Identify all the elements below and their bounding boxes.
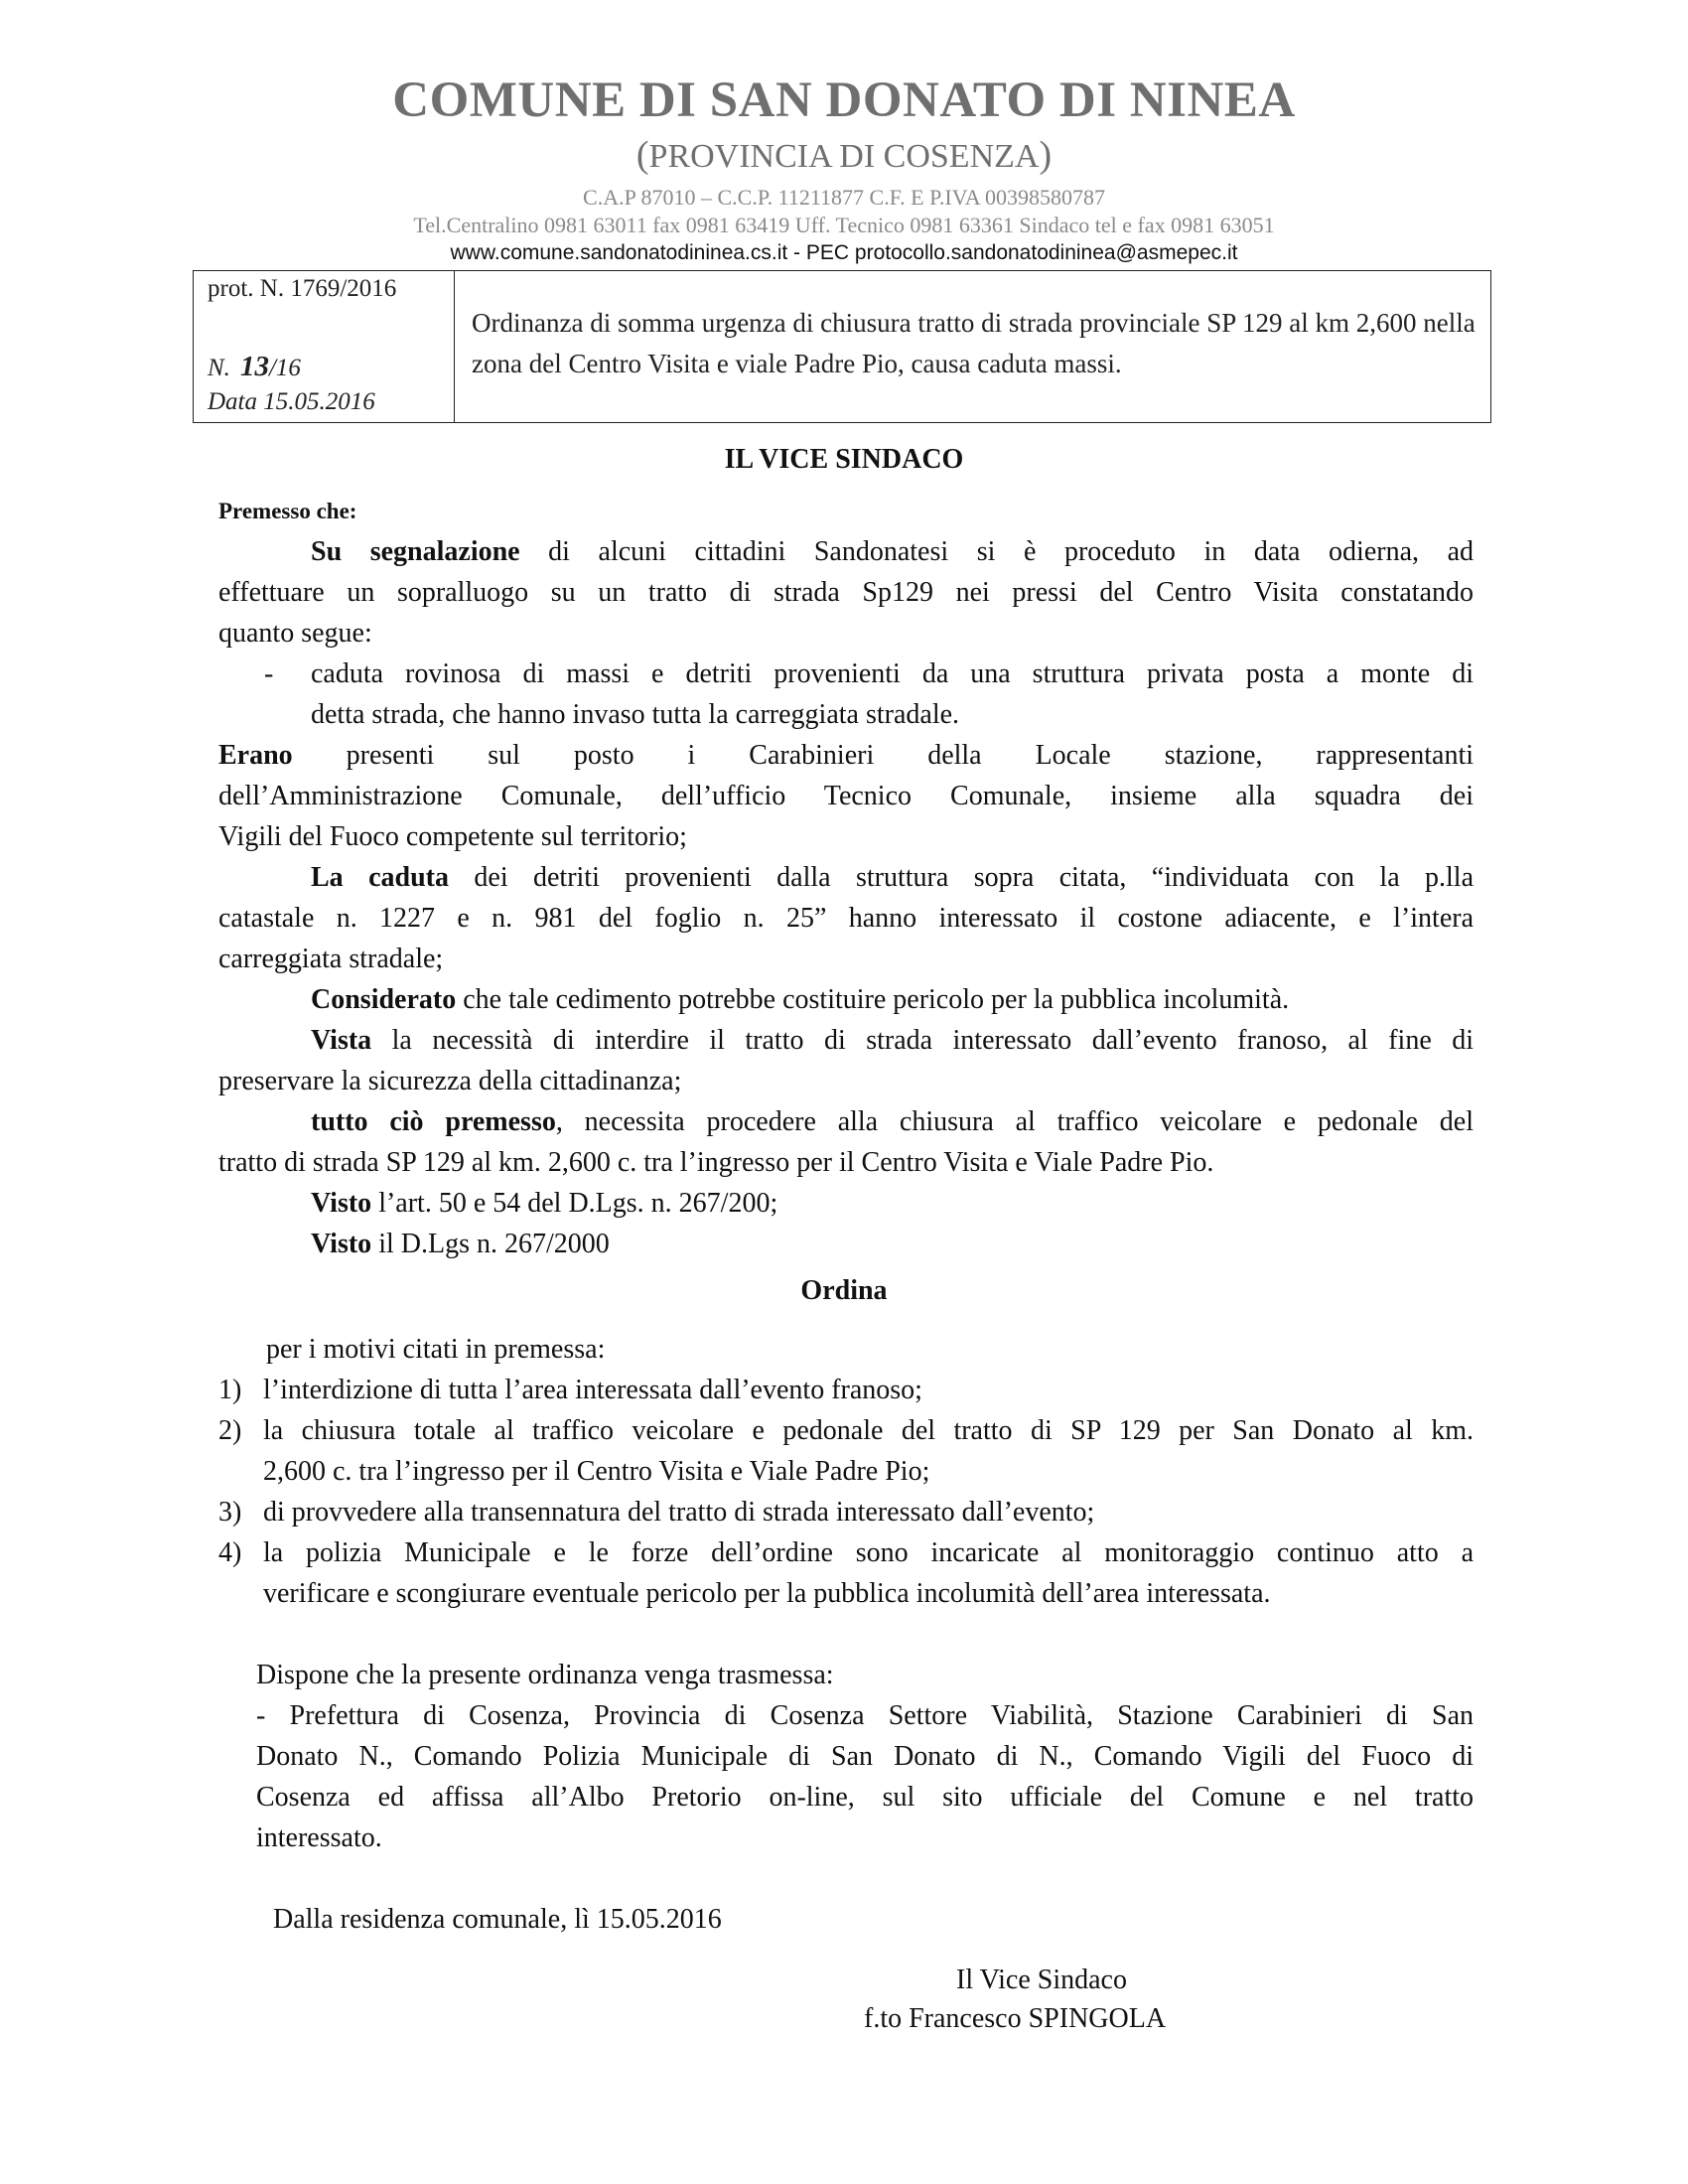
- order-1-num: 1): [218, 1375, 242, 1405]
- fiscal-info: C.A.P 87010 – C.C.P. 11211877 C.F. E P.IVA 00398580787: [583, 185, 1105, 210]
- dispone-line: Dispone che la presente ordinanza venga trasmessa:: [256, 1660, 834, 1690]
- bullet-line2: detta strada, che hanno invaso tutta la carreggiata stradale.: [311, 699, 960, 730]
- tutto-bold: tutto ciò premesso: [311, 1106, 556, 1137]
- province-subtitle: [0, 133, 1688, 177]
- recipients-line2: Donato N., Comando Polizia Municipale di San Donato di N., Comando Vigili del Fuoco di: [256, 1741, 1474, 1772]
- para1-text: di alcuni cittadini Sandonatesi si è proceduto in data odierna, ad: [519, 536, 1475, 567]
- erano-line3: Vigili del Fuoco competente sul territorio;: [218, 821, 687, 852]
- subtitle-close-paren: ): [1039, 134, 1053, 176]
- para1-bold: Su segnalazione: [311, 536, 520, 567]
- caduta-text: dei detriti provenienti dalla struttura sopra citata, “individuata con la p.lla: [448, 862, 1475, 893]
- vista-text: la necessità di interdire il tratto di strada interessato dall’evento franoso, al fine di: [371, 1025, 1474, 1056]
- caduta-bold: La caduta: [311, 862, 449, 893]
- order-3-num: 3): [218, 1497, 242, 1528]
- ordinance-date: Data 15.05.2016: [208, 388, 375, 415]
- order-2-num: 2): [218, 1415, 242, 1446]
- erano-text: presenti sul posto i Carabinieri della Locale stazione, rappresentanti: [292, 740, 1474, 771]
- recipients-line3: Cosenza ed affissa all’Albo Pretorio on-line, sul sito ufficiale del Comune e nel tratto: [256, 1782, 1474, 1813]
- erano-line1: [218, 735, 1474, 776]
- tutto-text: , necessita procedere alla chiusura al traffico veicolare e pedonale del: [555, 1106, 1474, 1137]
- visto1-line: [218, 1183, 1474, 1224]
- visto2-text: il D.Lgs n. 267/2000: [371, 1229, 610, 1259]
- caduta-line1: [218, 857, 1474, 898]
- number-year: /16: [268, 355, 301, 381]
- recipients-line4: interessato.: [256, 1822, 382, 1853]
- para1-line2: effettuare un sopralluogo su un tratto di strada Sp129 nei pressi del Centro Visita constatando: [218, 577, 1474, 608]
- protocol-table: [193, 270, 1491, 423]
- order-4-line1: la polizia Municipale e le forze dell’ordine sono incaricate al monitoraggio continuo atto a: [263, 1537, 1474, 1568]
- caduta-line3: carreggiata stradale;: [218, 944, 444, 974]
- ordina-heading: Ordina: [800, 1275, 888, 1306]
- para1-line1: [218, 531, 1474, 572]
- bullet-line1: caduta rovinosa di massi e detriti provenienti da una struttura privata posta a monte di: [311, 658, 1474, 689]
- visto2-bold: Visto: [311, 1229, 372, 1259]
- table-divider: [454, 271, 455, 422]
- motivi-line: per i motivi citati in premessa:: [266, 1334, 606, 1365]
- number-label: N.: [208, 355, 230, 381]
- erano-line2: dell’Amministrazione Comunale, dell’ufficio Tecnico Comunale, insieme alla squadra dei: [218, 781, 1474, 811]
- subtitle-text: PROVINCIA DI COSENZA: [648, 138, 1040, 175]
- tutto-line1: [218, 1101, 1474, 1142]
- visto1-text: l’art. 50 e 54 del D.Lgs. n. 267/200;: [371, 1188, 778, 1219]
- caduta-line2: catastale n. 1227 e n. 981 del foglio n. 25” hanno interessato il costone adiacente, e l’intera: [218, 903, 1474, 934]
- erano-bold: Erano: [218, 740, 293, 771]
- section-heading: IL VICE SINDACO: [724, 444, 964, 475]
- phone-info: Tel.Centralino 0981 63011 fax 0981 63419 Uff. Tecnico 0981 63361 Sindaco tel e fax 0981 63051: [413, 213, 1275, 237]
- considerato-text: che tale cedimento potrebbe costituire pericolo per la pubblica incolumità.: [456, 984, 1290, 1015]
- order-2-line2: 2,600 c. tra l’ingresso per il Centro Visita e Viale Padre Pio;: [263, 1456, 930, 1487]
- signature-name: f.to Francesco SPINGOLA: [864, 2003, 1167, 2034]
- order-2-line1: la chiusura totale al traffico veicolare e pedonale del tratto di SP 129 per San Donato al km.: [263, 1415, 1474, 1446]
- order-3-line1: di provvedere alla transennatura del tratto di strada interessato dall’evento;: [263, 1497, 1095, 1528]
- vista-line1: [218, 1020, 1474, 1061]
- number-value: 13: [239, 351, 269, 382]
- considerato-bold: Considerato: [311, 984, 457, 1015]
- subtitle-open-paren: (: [635, 134, 649, 176]
- ordinance-number: [208, 351, 301, 383]
- order-1-line1: l’interdizione di tutta l’area interessata dall’evento franoso;: [263, 1375, 922, 1405]
- tutto-line2: tratto di strada SP 129 al km. 2,600 c. tra l’ingresso per il Centro Visita e Viale Padre Pio.: [218, 1147, 1214, 1178]
- place-date: Dalla residenza comunale, lì 15.05.2016: [273, 1904, 722, 1935]
- premesso-label: Premesso che:: [218, 499, 357, 523]
- order-4-line2: verificare e scongiurare eventuale pericolo per la pubblica incolumità dell’area interessata.: [263, 1578, 1271, 1609]
- bullet-dash: -: [264, 658, 274, 689]
- signature-title: Il Vice Sindaco: [956, 1965, 1127, 1995]
- para1-line3: quanto segue:: [218, 618, 372, 649]
- visto2-line: [218, 1224, 1474, 1264]
- municipality-title: COMUNE DI SAN DONATO DI NINEA: [392, 73, 1296, 128]
- recipients-line1: - Prefettura di Cosenza, Provincia di Cosenza Settore Viabilità, Stazione Carabinieri di San: [256, 1700, 1474, 1731]
- protocol-number: prot. N. 1769/2016: [208, 275, 397, 302]
- vista-bold: Vista: [311, 1025, 372, 1056]
- considerato-line: [218, 979, 1474, 1020]
- ordinance-subject: Ordinanza di somma urgenza di chiusura tratto di strada provinciale SP 129 al km 2,600 nella zona del Centro Visita e viale Padre Pio, causa caduta massi.: [472, 308, 1476, 378]
- web-pec-info: www.comune.sandonatodininea.cs.it - PEC protocollo.sandonatodininea@asmepec.it: [450, 241, 1238, 264]
- visto1-bold: Visto: [311, 1188, 372, 1219]
- order-4-num: 4): [218, 1537, 242, 1568]
- vista-line2: preservare la sicurezza della cittadinanza;: [218, 1066, 682, 1096]
